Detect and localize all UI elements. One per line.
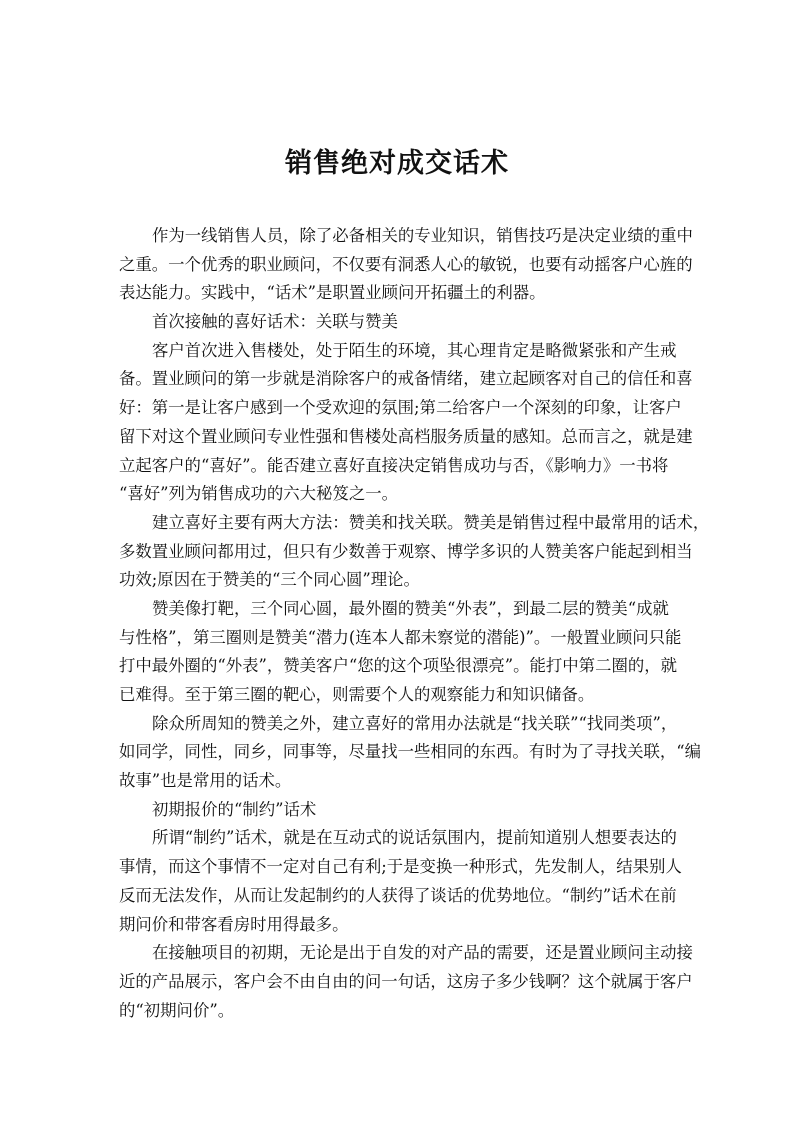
text-line: 首次接触的喜好话术：关联与赞美 bbox=[152, 312, 398, 332]
text-line: 的“初期问价”。 bbox=[119, 1000, 235, 1020]
text-line: 之重。一个优秀的职业顾问，不仅要有洞悉人心的敏锐，也要有动摇客户心旌的 bbox=[119, 254, 693, 274]
text-line: 故事”也是常用的话术。 bbox=[119, 771, 292, 791]
text-line: 打中最外圈的“外表”，赞美客户“您的这个项坠很漂亮”。能打中第二圈的，就 bbox=[119, 656, 678, 676]
document-title: 销售绝对成交话术 bbox=[285, 148, 509, 180]
text-line: 留下对这个置业顾问专业性强和售楼处高档服务质量的感知。总而言之，就是建 bbox=[119, 426, 693, 446]
text-line: 好：第一是让客户感到一个受欢迎的氛围;第二给客户一个深刻的印象，让客户 bbox=[119, 398, 682, 418]
paragraph bbox=[119, 595, 689, 710]
text-line: 初期报价的“制约”话术 bbox=[152, 799, 317, 819]
paragraph bbox=[119, 824, 689, 939]
text-line: 客户首次进入售楼处，处于陌生的环境，其心理肯定是略微紧张和产生戒 bbox=[152, 340, 677, 360]
paragraph bbox=[119, 796, 689, 825]
paragraph bbox=[119, 509, 710, 595]
paragraph bbox=[119, 710, 702, 796]
text-line: 与性格”，第三圈则是赞美“潜力(连本人都未察觉的潜能)”。一般置业顾问只能 bbox=[119, 627, 682, 647]
text-line: 所谓“制约”话术，就是在互动式的说话氛围内，提前知道别人想要表达的 bbox=[152, 828, 677, 848]
text-line: 立起客户的“喜好”。能否建立喜好直接决定销售成功与否，《影响力》一书将 bbox=[119, 455, 669, 475]
paragraph bbox=[119, 222, 693, 308]
paragraph bbox=[119, 308, 689, 337]
text-line: 表达能力。实践中，“话术”是职置业顾问开拓疆土的利器。 bbox=[119, 283, 546, 303]
text-line: 如同学，同性，同乡，同事等，尽量找一些相同的东西。有时为了寻找关联，“编 bbox=[119, 742, 702, 762]
text-line: 事情，而这个事情不一定对自己有利;于是变换一种形式，先发制人，结果别人 bbox=[119, 857, 682, 877]
paragraph bbox=[119, 337, 693, 509]
text-line: 在接触项目的初期，无论是出于自发的对产品的需要，还是置业顾问主动接 bbox=[152, 943, 693, 963]
paragraph bbox=[119, 939, 693, 1025]
text-line: 备。置业顾问的第一步就是消除客户的戒备情绪，建立起顾客对自己的信任和喜 bbox=[119, 369, 693, 389]
text-line: 作为一线销售人员，除了必备相关的专业知识，销售技巧是决定业绩的重中 bbox=[152, 226, 693, 245]
document-body bbox=[119, 222, 710, 1025]
text-line: 已难得。至于第三圈的靶心，则需要个人的观察能力和知识储备。 bbox=[119, 685, 595, 704]
text-line: “喜好”列为销售成功的六大秘笈之一。 bbox=[119, 484, 399, 504]
text-line: 多数置业顾问都用过，但只有少数善于观察、博学多识的人赞美客户能起到相当 bbox=[119, 541, 693, 561]
text-line: 近的产品展示，客户会不由自由的问一句话，这房子多少钱啊？这个就属于客户 bbox=[119, 971, 693, 991]
text-line: 建立喜好主要有两大方法：赞美和找关联。赞美是销售过程中最常用的话术， bbox=[152, 512, 710, 532]
text-line: 功效;原因在于赞美的“三个同心圆”理论。 bbox=[119, 570, 420, 590]
text-line: 赞美像打靶，三个同心圆，最外圈的赞美“外表”，到最二层的赞美“成就 bbox=[152, 598, 669, 618]
text-line: 期问价和带客看房时用得最多。 bbox=[119, 914, 349, 934]
text-line: 除众所周知的赞美之外，建立喜好的常用办法就是“找关联”“找同类项”， bbox=[152, 713, 678, 733]
text-line: 反而无法发作，从而让发起制约的人获得了谈话的优势地位。“制约”话术在前 bbox=[119, 885, 677, 905]
